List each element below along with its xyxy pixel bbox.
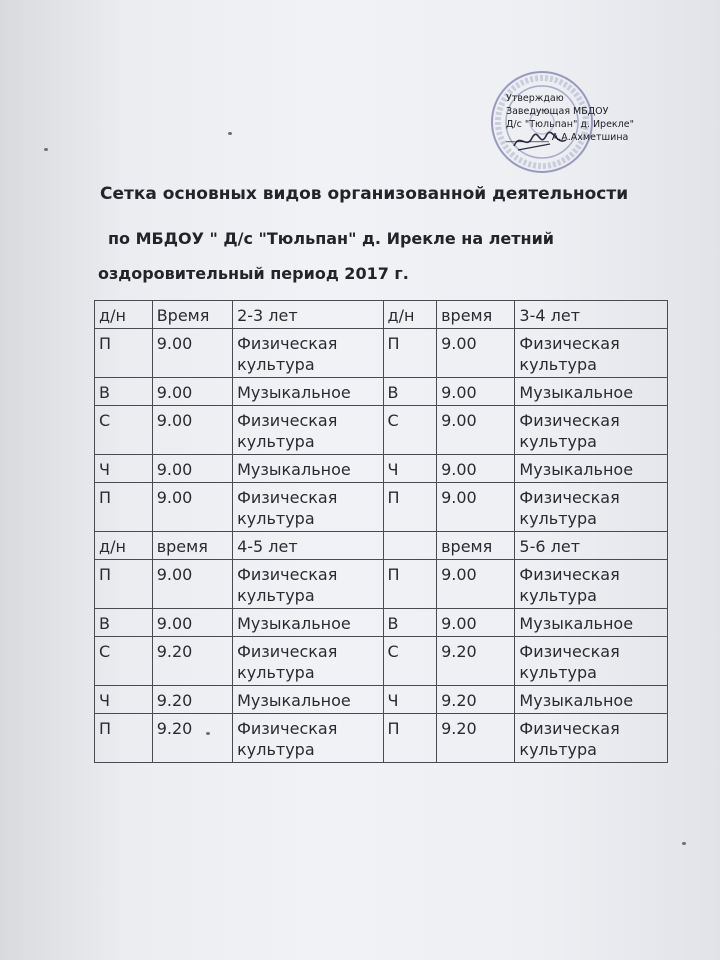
- day-cell: Ч: [383, 686, 437, 714]
- activity-cell: Физическая культура: [233, 637, 383, 686]
- activity-cell: Музыкальное: [515, 455, 668, 483]
- approval-block: [506, 92, 686, 144]
- activity-cell: 3-4 лет: [515, 301, 668, 329]
- activity-cell: Музыкальное: [515, 609, 668, 637]
- activity-cell: Музыкальное: [233, 378, 383, 406]
- time-cell: 9.00: [152, 483, 232, 532]
- time-cell: 9.20: [437, 686, 515, 714]
- day-cell: П: [383, 483, 437, 532]
- day-cell: [383, 532, 437, 560]
- time-cell: 9.00: [437, 455, 515, 483]
- activity-cell: Физическая культура: [233, 483, 383, 532]
- table-header-row: [95, 532, 668, 560]
- activity-cell: Физическая культура: [515, 637, 668, 686]
- table-row: [95, 560, 668, 609]
- table-header-row: [95, 301, 668, 329]
- table-row: [95, 483, 668, 532]
- time-cell: 9.00: [437, 483, 515, 532]
- table-row: [95, 406, 668, 455]
- time-cell: 9.20: [437, 637, 515, 686]
- time-cell: Время: [152, 301, 232, 329]
- time-cell: 9.20: [437, 714, 515, 763]
- day-cell: Ч: [95, 455, 153, 483]
- table-row: [95, 637, 668, 686]
- activity-cell: Физическая культура: [515, 406, 668, 455]
- day-cell: П: [383, 714, 437, 763]
- day-cell: В: [95, 378, 153, 406]
- day-cell: С: [95, 406, 153, 455]
- time-cell: 9.00: [437, 560, 515, 609]
- time-cell: 9.20: [152, 686, 232, 714]
- paper-speck: [44, 148, 48, 151]
- day-cell: В: [383, 378, 437, 406]
- paper-speck: [228, 132, 232, 135]
- day-cell: С: [383, 406, 437, 455]
- day-cell: д/н: [383, 301, 437, 329]
- approval-line-4: _________ А.А.Ахметшина: [506, 132, 629, 143]
- day-cell: П: [95, 560, 153, 609]
- day-cell: д/н: [95, 532, 153, 560]
- time-cell: 9.20: [152, 637, 232, 686]
- activity-cell: 2-3 лет: [233, 301, 383, 329]
- table-row: [95, 686, 668, 714]
- activity-cell: 5-6 лет: [515, 532, 668, 560]
- activity-cell: Музыкальное: [515, 378, 668, 406]
- time-cell: 9.00: [152, 378, 232, 406]
- approval-line-3: Д/с "Тюльпан" д. Ирекле": [506, 119, 634, 130]
- activity-cell: Физическая культура: [233, 329, 383, 378]
- document-title: Сетка основных видов организованной деятельности: [100, 184, 629, 204]
- time-cell: 9.00: [152, 455, 232, 483]
- table-row: [95, 378, 668, 406]
- time-cell: время: [437, 301, 515, 329]
- time-cell: 9.00: [437, 378, 515, 406]
- day-cell: С: [95, 637, 153, 686]
- paper-speck: [682, 842, 686, 845]
- day-cell: П: [95, 714, 153, 763]
- schedule-table: [94, 300, 668, 763]
- activity-cell: Физическая культура: [233, 560, 383, 609]
- table-row: [95, 609, 668, 637]
- document-subtitle-line-1: по МБДОУ " Д/с "Тюльпан" д. Ирекле на летний: [108, 229, 555, 248]
- day-cell: В: [383, 609, 437, 637]
- day-cell: С: [383, 637, 437, 686]
- day-cell: П: [383, 329, 437, 378]
- activity-cell: Музыкальное: [233, 686, 383, 714]
- time-cell: время: [437, 532, 515, 560]
- day-cell: П: [95, 329, 153, 378]
- table-row: [95, 329, 668, 378]
- approval-line-2: Заведующая МБДОУ: [506, 106, 609, 117]
- day-cell: П: [95, 483, 153, 532]
- activity-cell: Физическая культура: [515, 329, 668, 378]
- time-cell: 9.00: [437, 329, 515, 378]
- table-row: [95, 714, 668, 763]
- activity-cell: Физическая культура: [515, 560, 668, 609]
- activity-cell: Музыкальное: [233, 455, 383, 483]
- activity-cell: Музыкальное: [233, 609, 383, 637]
- time-cell: 9.00: [437, 609, 515, 637]
- activity-cell: Физическая культура: [515, 714, 668, 763]
- day-cell: П: [383, 560, 437, 609]
- table-row: [95, 455, 668, 483]
- time-cell: 9.00: [152, 329, 232, 378]
- day-cell: Ч: [383, 455, 437, 483]
- time-cell: 9.20: [152, 714, 232, 763]
- day-cell: Ч: [95, 686, 153, 714]
- time-cell: 9.00: [152, 560, 232, 609]
- time-cell: 9.00: [152, 609, 232, 637]
- approval-line-1: Утверждаю: [506, 93, 564, 104]
- day-cell: В: [95, 609, 153, 637]
- time-cell: 9.00: [437, 406, 515, 455]
- paper-speck: [206, 732, 210, 735]
- activity-cell: Физическая культура: [515, 483, 668, 532]
- activity-cell: Физическая культура: [233, 714, 383, 763]
- activity-cell: Физическая культура: [233, 406, 383, 455]
- document-subtitle-line-2: оздоровительный период 2017 г.: [98, 264, 409, 283]
- time-cell: время: [152, 532, 232, 560]
- activity-cell: Музыкальное: [515, 686, 668, 714]
- day-cell: д/н: [95, 301, 153, 329]
- time-cell: 9.00: [152, 406, 232, 455]
- activity-cell: 4-5 лет: [233, 532, 383, 560]
